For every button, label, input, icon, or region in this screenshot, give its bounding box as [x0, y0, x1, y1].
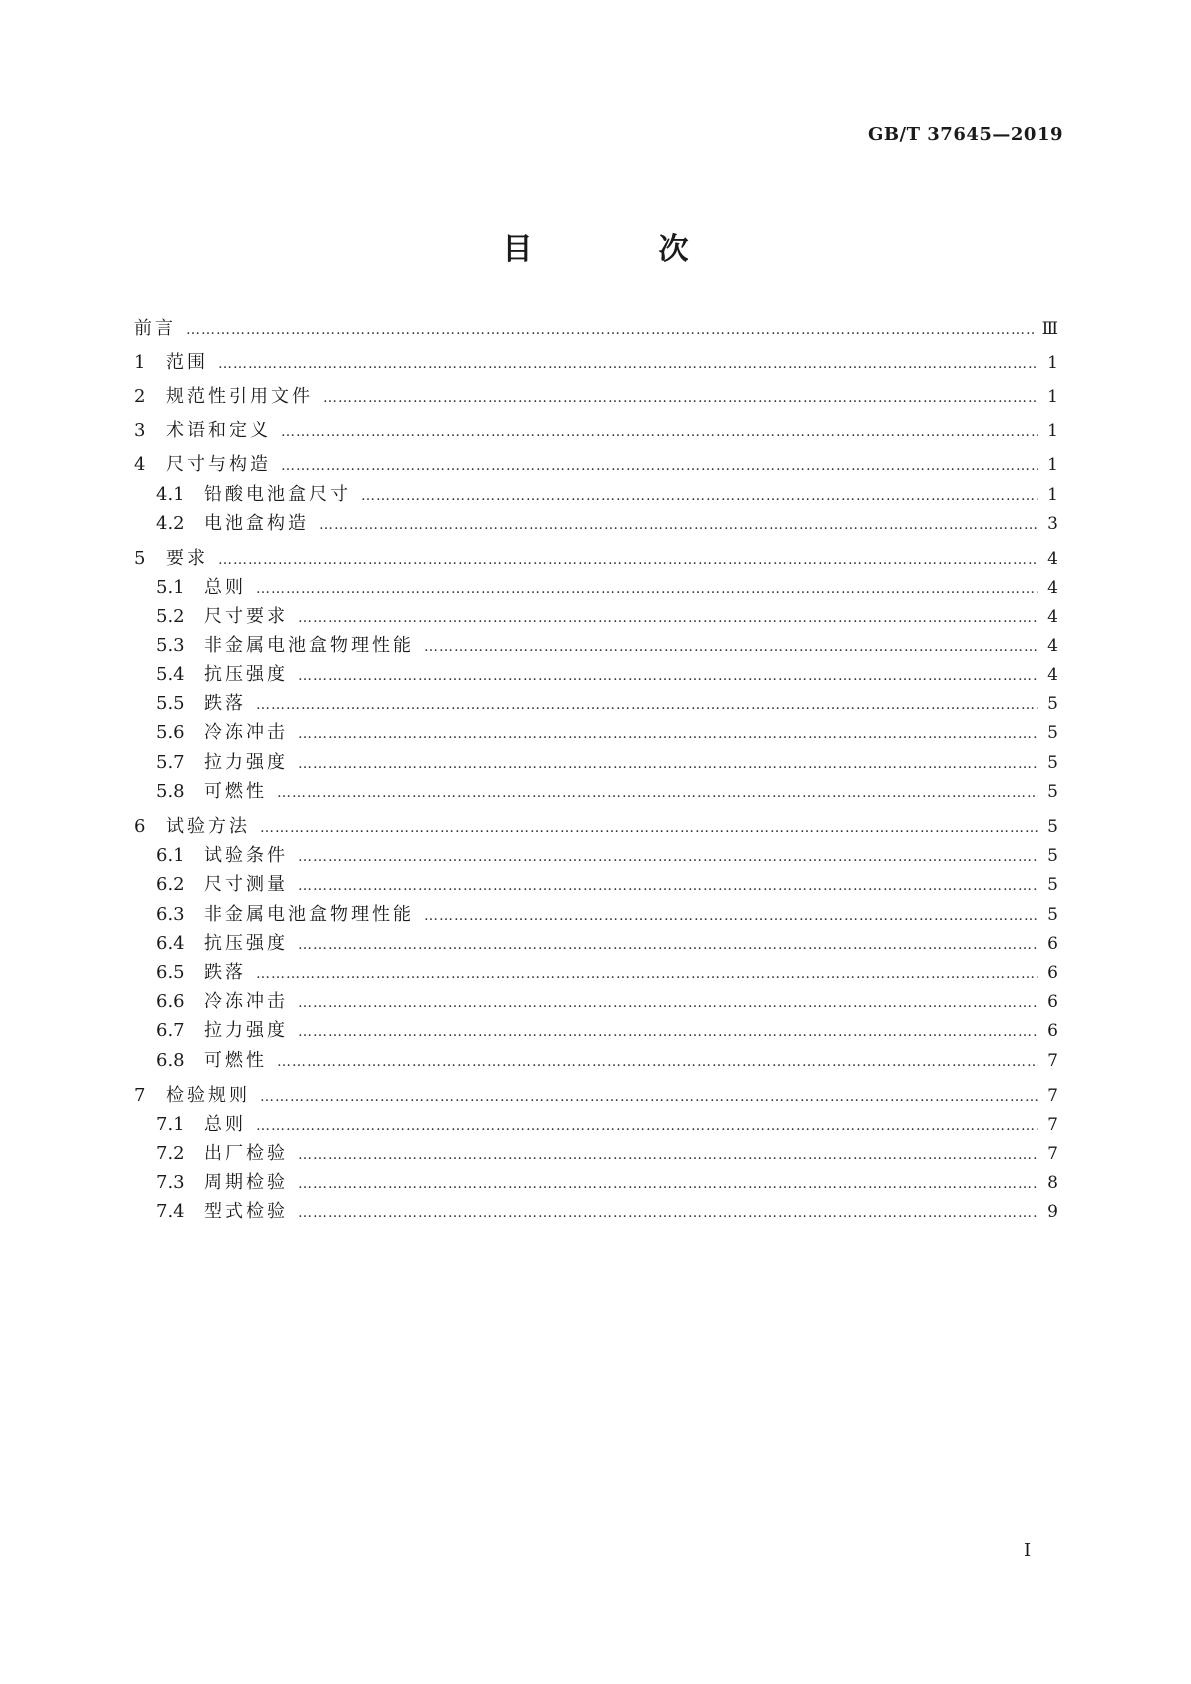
toc-entry-page: 5: [1047, 817, 1058, 837]
toc-entry-number: 1: [134, 352, 146, 373]
toc-entry-page: 7: [1047, 1144, 1058, 1164]
toc-entry[interactable]: [156, 633, 1058, 659]
toc-entry-number: 5: [134, 548, 146, 569]
toc-entry-label: 可燃性: [204, 781, 267, 802]
toc-entry-page: 3: [1047, 514, 1058, 534]
toc-leader-dots: [298, 721, 1038, 747]
toc-entry-label: 跌落: [204, 693, 246, 714]
toc-leader-dots: [260, 815, 1038, 841]
toc-entry-number: 7.1: [156, 1114, 185, 1135]
toc-entry-page: 1: [1047, 485, 1058, 505]
toc-entry-page: 1: [1047, 353, 1058, 373]
toc-entry[interactable]: [156, 989, 1058, 1015]
toc-entry-number: 5.7: [156, 752, 185, 773]
toc-entry[interactable]: [156, 720, 1058, 746]
toc-entry[interactable]: [156, 1141, 1058, 1167]
toc-leader-dots: [424, 903, 1038, 929]
toc-leader-dots: [298, 605, 1038, 631]
footer-page-number: I: [1024, 1540, 1032, 1561]
toc-entry-page: 5: [1047, 875, 1058, 895]
toc-entry-page: 6: [1047, 934, 1058, 954]
toc-leader-dots: [298, 1171, 1038, 1197]
toc-leader-dots: [298, 663, 1038, 689]
toc-entry-page: 7: [1047, 1115, 1058, 1135]
toc-entry-page: 1: [1047, 421, 1058, 441]
toc-entry-page: 9: [1047, 1202, 1058, 1222]
toc-entry-label: 电池盒构造: [204, 513, 309, 534]
toc-entry-page: Ⅲ: [1041, 319, 1058, 339]
toc-leader-dots: [281, 453, 1038, 479]
toc-entry-number: 6.7: [156, 1020, 185, 1041]
toc-entry-number: 6.1: [156, 845, 185, 866]
toc-entry-page: 6: [1047, 963, 1058, 983]
toc-leader-dots: [218, 351, 1038, 377]
toc-leader-dots: [323, 385, 1038, 411]
toc-entry-label: 抗压强度: [204, 933, 288, 954]
toc-entry-label: 跌落: [204, 962, 246, 983]
toc-entry-page: 4: [1047, 549, 1058, 569]
toc-entry-label: 可燃性: [204, 1050, 267, 1071]
toc-entry[interactable]: [156, 902, 1058, 928]
toc-leader-dots: [298, 844, 1038, 870]
toc-entry[interactable]: [134, 316, 1058, 342]
toc-entry-label: 规范性引用文件: [166, 386, 313, 407]
toc-entry-page: 1: [1047, 387, 1058, 407]
toc-leader-dots: [424, 634, 1038, 660]
toc-entry[interactable]: [156, 604, 1058, 630]
toc-entry-number: 2: [134, 386, 146, 407]
toc-entry[interactable]: [134, 384, 1058, 410]
toc-entry[interactable]: [134, 452, 1058, 478]
toc-entry-number: 5.6: [156, 722, 185, 743]
toc-entry[interactable]: [134, 418, 1058, 444]
toc-entry-label: 尺寸与构造: [166, 454, 271, 475]
toc-entry[interactable]: [156, 1170, 1058, 1196]
toc-entry[interactable]: [156, 662, 1058, 688]
toc-entry-page: 4: [1047, 607, 1058, 627]
toc-entry[interactable]: [156, 482, 1058, 508]
toc-entry-number: 6.4: [156, 933, 185, 954]
toc-entry-number: 6.2: [156, 874, 185, 895]
toc-entry-page: 4: [1047, 665, 1058, 685]
toc-entry-number: 4.2: [156, 513, 185, 534]
page-title: 目 次: [502, 232, 737, 267]
toc-entry-label: 前言: [134, 318, 176, 339]
toc-entry[interactable]: [156, 691, 1058, 717]
toc-entry-page: 7: [1047, 1051, 1058, 1071]
toc-entry-label: 非金属电池盒物理性能: [204, 904, 414, 925]
toc-leader-dots: [256, 576, 1038, 602]
toc-entry-page: 7: [1047, 1086, 1058, 1106]
toc-entry-page: 8: [1047, 1173, 1058, 1193]
toc-leader-dots: [281, 419, 1038, 445]
toc-leader-dots: [256, 692, 1038, 718]
toc-entry-number: 6.6: [156, 991, 185, 1012]
toc-entry-page: 5: [1047, 694, 1058, 714]
toc-entry-page: 5: [1047, 905, 1058, 925]
document-code: GB/T 37645—2019: [867, 124, 1063, 145]
toc-entry[interactable]: [134, 546, 1058, 572]
toc-leader-dots: [218, 547, 1038, 573]
toc-leader-dots: [260, 1084, 1038, 1110]
toc-entry-label: 尺寸要求: [204, 606, 288, 627]
toc-entry-label: 非金属电池盒物理性能: [204, 635, 414, 656]
toc-entry-number: 5.5: [156, 693, 185, 714]
toc-entry-number: 6.5: [156, 962, 185, 983]
toc-entry-label: 要求: [166, 548, 208, 569]
toc-entry[interactable]: [156, 843, 1058, 869]
toc-leader-dots: [256, 961, 1038, 987]
toc-leader-dots: [361, 483, 1038, 509]
toc-entry-number: 5.8: [156, 781, 185, 802]
toc-entry-label: 铅酸电池盒尺寸: [204, 484, 351, 505]
toc-leader-dots: [186, 317, 1034, 343]
toc-entry-number: 5.1: [156, 577, 185, 598]
toc-entry[interactable]: [156, 1112, 1058, 1138]
toc-leader-dots: [298, 932, 1038, 958]
toc-entry-label: 冷冻冲击: [204, 722, 288, 743]
toc-entry-page: 4: [1047, 636, 1058, 656]
toc-entry-number: 5.2: [156, 606, 185, 627]
toc-entry-number: 6: [134, 816, 146, 837]
toc-entry[interactable]: [156, 1048, 1058, 1074]
toc-entry[interactable]: [156, 872, 1058, 898]
toc-entry-label: 范围: [166, 352, 208, 373]
toc-entry-label: 术语和定义: [166, 420, 271, 441]
toc-entry-label: 拉力强度: [204, 1020, 288, 1041]
toc-leader-dots: [277, 780, 1038, 806]
toc-leader-dots: [298, 1200, 1038, 1226]
toc-entry[interactable]: [156, 511, 1058, 537]
toc-entry-number: 4.1: [156, 484, 185, 505]
toc-entry-number: 3: [134, 420, 146, 441]
toc-entry-number: 4: [134, 454, 146, 475]
toc-entry[interactable]: [156, 575, 1058, 601]
toc-entry-number: 7.4: [156, 1201, 185, 1222]
toc-entry[interactable]: [134, 1083, 1058, 1109]
toc-entry-page: 6: [1047, 992, 1058, 1012]
toc-entry-page: 5: [1047, 782, 1058, 802]
toc-entry-label: 型式检验: [204, 1201, 288, 1222]
toc-entry-label: 试验方法: [166, 816, 250, 837]
toc-entry[interactable]: [134, 350, 1058, 376]
toc-entry-label: 尺寸测量: [204, 874, 288, 895]
toc-entry-label: 出厂检验: [204, 1143, 288, 1164]
toc-entry-number: 7.3: [156, 1172, 185, 1193]
toc-entry-number: 7: [134, 1085, 146, 1106]
toc-leader-dots: [298, 873, 1038, 899]
toc-entry-label: 周期检验: [204, 1172, 288, 1193]
toc-entry-label: 检验规则: [166, 1085, 250, 1106]
toc-leader-dots: [277, 1049, 1038, 1075]
toc-leader-dots: [319, 512, 1038, 538]
toc-entry-number: 6.8: [156, 1050, 185, 1071]
toc-entry[interactable]: [134, 814, 1058, 840]
toc-entry-label: 总则: [204, 577, 246, 598]
toc-entry-page: 5: [1047, 846, 1058, 866]
toc-entry-label: 抗压强度: [204, 664, 288, 685]
toc-entry-label: 冷冻冲击: [204, 991, 288, 1012]
toc-entry-label: 总则: [204, 1114, 246, 1135]
toc-entry-page: 6: [1047, 1021, 1058, 1041]
toc-leader-dots: [298, 1142, 1038, 1168]
toc-entry[interactable]: [156, 931, 1058, 957]
toc-leader-dots: [298, 990, 1038, 1016]
toc-entry[interactable]: [156, 1018, 1058, 1044]
toc-entry-number: 7.2: [156, 1143, 185, 1164]
toc-entry-number: 5.3: [156, 635, 185, 656]
toc-entry-page: 1: [1047, 455, 1058, 475]
toc-entry-page: 4: [1047, 578, 1058, 598]
toc-entry[interactable]: [156, 960, 1058, 986]
toc-entry-label: 试验条件: [204, 845, 288, 866]
toc-entry-label: 拉力强度: [204, 752, 288, 773]
toc-entry-number: 6.3: [156, 904, 185, 925]
toc-leader-dots: [298, 1019, 1038, 1045]
toc-entry-page: 5: [1047, 723, 1058, 743]
toc-entry-page: 5: [1047, 753, 1058, 773]
toc-entry[interactable]: [156, 779, 1058, 805]
toc-entry[interactable]: [156, 1199, 1058, 1225]
toc-leader-dots: [256, 1113, 1038, 1139]
toc-entry[interactable]: [156, 750, 1058, 776]
toc-entry-number: 5.4: [156, 664, 185, 685]
toc-leader-dots: [298, 751, 1038, 777]
